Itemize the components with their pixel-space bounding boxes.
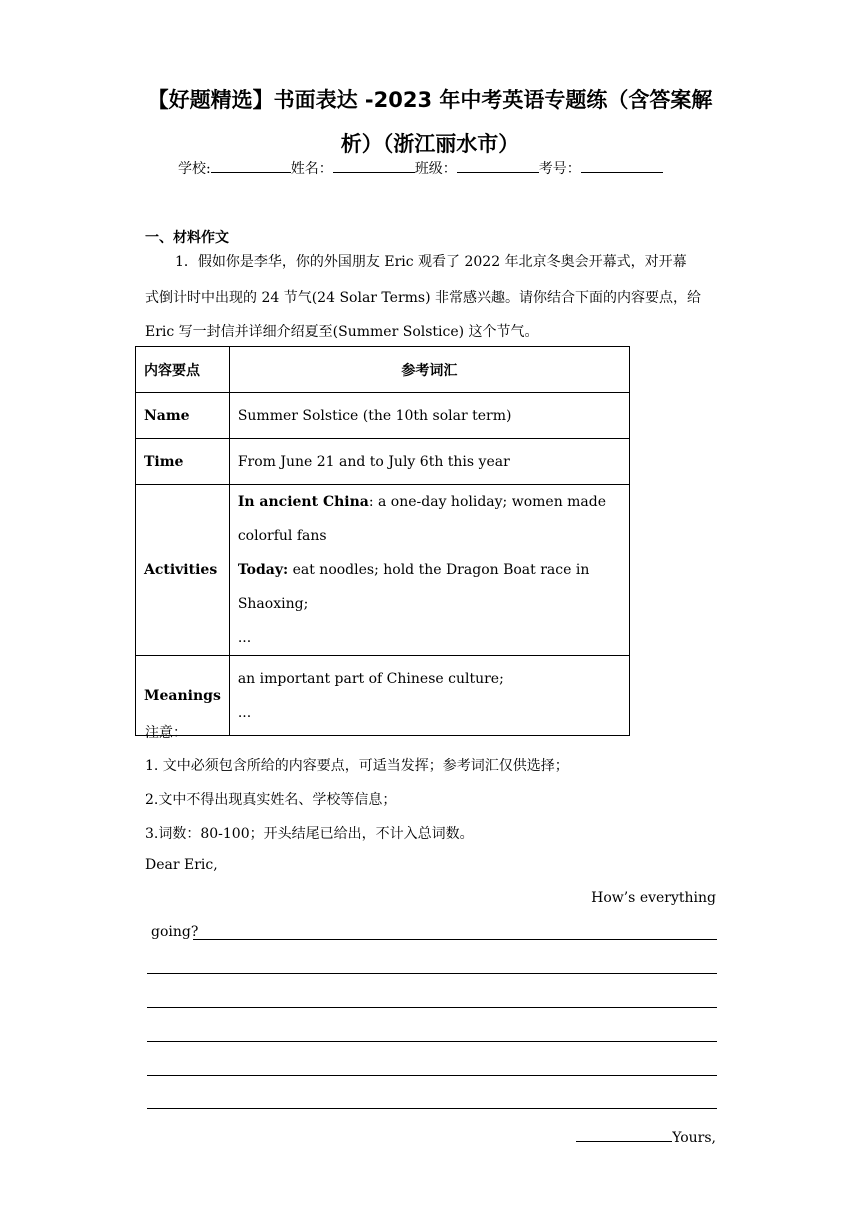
writing-line[interactable] [147,1041,717,1042]
name-blank[interactable] [333,158,415,173]
activity-line-bold: Today: [237,562,289,578]
activity-line [238,485,621,553]
letter-opening-left: going? [151,924,199,940]
writing-line[interactable] [147,1075,717,1076]
class-label: 班级： [414,161,457,177]
section-heading: 一、材料作文 [145,230,229,246]
letter-greeting: Dear Eric, [145,857,218,873]
writing-line[interactable] [147,1007,717,1008]
title-line-2: 析）（浙江丽水市） [340,132,520,156]
closing-blank[interactable] [576,1127,672,1142]
row-key-name: Name [136,393,230,439]
table-row [136,485,630,656]
activity-line [238,553,621,621]
content-points-table [135,346,630,736]
meaning-line: ... [237,704,252,721]
row-value-name [229,393,629,439]
writing-line[interactable] [147,973,717,974]
exam-no-label: 考号： [538,161,581,177]
note-3: 3.词数：80-100；开头结尾已给出，不计入总词数。 [145,826,474,842]
school-label: 学校: [178,161,211,177]
letter-closing-row [576,1127,716,1146]
question-line-2: 式倒计时中出现的 24 节气(24 Solar Terms) 非常感兴趣。请你结合下面的内容要点，给 [145,290,702,306]
letter-closing: Yours, [672,1130,716,1146]
table-header-points: 内容要点 [136,347,230,393]
table-row [136,439,630,485]
activity-line-text: : a one-day holiday; women made colorful fans [237,494,607,544]
activity-line-text: eat noodles; hold the Dragon Boat race in Shaoxing; [237,562,590,612]
row-key-activities: Activities [136,485,230,656]
row-value-time [229,439,629,485]
row-key-time: Time [136,439,230,485]
title-line-1: 【好题精选】书面表达 -2023 年中考英语专题练（含答案解 [147,88,713,112]
meaning-line: an important part of Chinese culture; [237,670,504,687]
question-line-3: Eric 写一封信并详细介绍夏至(Summer Solstice) 这个节气。 [145,324,539,340]
note-1: 1. 文中必须包含所给的内容要点，可适当发挥；参考词汇仅供选择； [145,758,569,774]
document-title [140,78,720,166]
notes-heading: 注意： [145,725,187,741]
table-header-row [136,347,630,393]
question-line-1: 1．假如你是李华，你的外国朋友 Eric 观看了 2022 年北京冬奥会开幕式，对开幕 [175,254,687,270]
exam-no-blank[interactable] [581,158,663,173]
writing-line[interactable] [147,1108,717,1109]
row-value-meanings [229,656,629,736]
activity-line-bold: In ancient China [237,494,369,510]
writing-line[interactable] [193,939,717,940]
table-header-vocab: 参考词汇 [229,347,629,393]
table-row [136,393,630,439]
note-2: 2.文中不得出现真实姓名、学校等信息； [145,792,397,808]
row-value-text: From June 21 and to July 6th this year [237,453,510,470]
row-value-activities [229,485,629,656]
activity-line [238,621,621,655]
class-blank[interactable] [457,158,539,173]
table-row [136,656,630,736]
name-label: 姓名： [290,161,333,177]
school-blank[interactable] [211,158,291,173]
letter-opening-right: How’s everything [591,890,716,906]
activity-line-text: ... [237,630,252,646]
row-value-text: Summer Solstice (the 10th solar term) [237,407,512,424]
student-info-row [178,158,663,178]
row-key-meanings: Meanings [136,656,230,736]
